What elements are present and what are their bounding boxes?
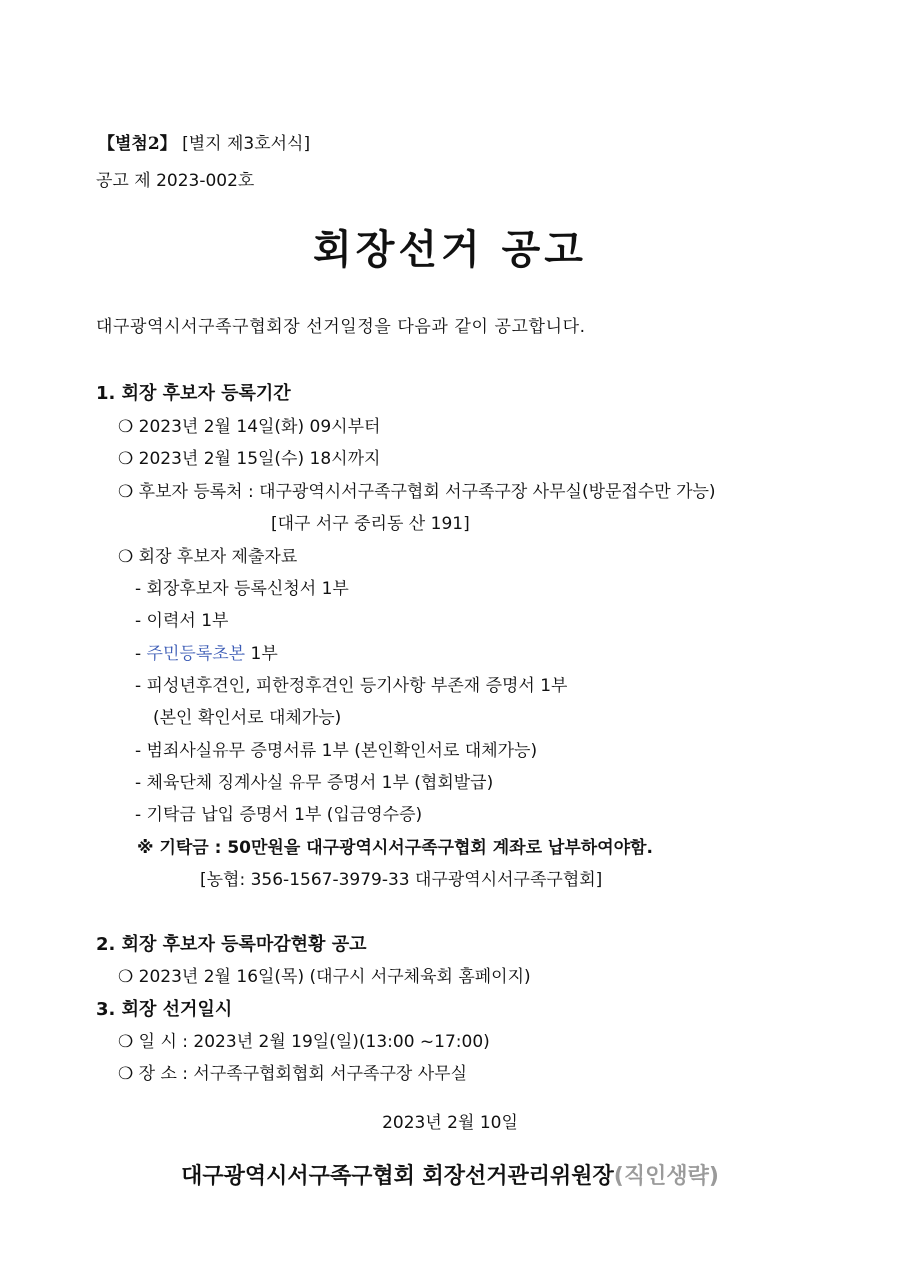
registration-start: ❍ 2023년 2월 14일(화) 09시부터 bbox=[118, 417, 381, 437]
attachment-label: 【별첨2】 bbox=[98, 134, 177, 154]
doc-item-resident-abstract bbox=[135, 643, 278, 665]
resident-abstract-link[interactable]: 주민등록초본 bbox=[146, 644, 246, 664]
doc-item-guardianship-note: (본인 확인서로 대체가능) bbox=[153, 708, 342, 728]
committee-chair: 대구광역시서구족구협회 회장선거관리위원장 bbox=[181, 1164, 614, 1189]
deposit-note: ※ 기탁금 : 50만원을 대구광역시서구족구협회 계좌로 납부하여야함. bbox=[137, 838, 653, 858]
section2-heading: 2. 회장 후보자 등록마감현황 공고 bbox=[96, 934, 367, 955]
page-title: 회장선거 공고 bbox=[313, 227, 587, 273]
attachment-line bbox=[98, 133, 310, 155]
doc-item-deposit-proof: - 기탁금 납입 증명서 1부 (입금영수증) bbox=[135, 805, 423, 825]
doc-item-resume: - 이력서 1부 bbox=[135, 611, 229, 631]
form-label: [별지 제3호서식] bbox=[176, 134, 311, 154]
doc-item-prefix: - bbox=[135, 644, 147, 664]
closing-notice: ❍ 2023년 2월 16일(목) (대구시 서구체육회 홈페이지) bbox=[118, 967, 531, 987]
signature-line bbox=[0, 1163, 900, 1191]
registration-address: [대구 서구 중리동 산 191] bbox=[271, 514, 470, 534]
election-datetime: ❍ 일 시 : 2023년 2월 19일(일)(13:00 ~17:00) bbox=[118, 1032, 490, 1052]
section3-heading: 3. 회장 선거일시 bbox=[96, 999, 233, 1020]
doc-item-guardianship: - 피성년후견인, 피한정후견인 등기사항 부존재 증명서 1부 bbox=[135, 676, 568, 696]
intro-text: 대구광역시서구족구협회장 선거일정을 다음과 같이 공고합니다. bbox=[96, 317, 586, 337]
section1-heading: 1. 회장 후보자 등록기간 bbox=[96, 383, 291, 404]
doc-item-suffix: 1부 bbox=[245, 644, 278, 664]
documents-heading: ❍ 회장 후보자 제출자료 bbox=[118, 547, 298, 567]
registration-place: ❍ 후보자 등록처 : 대구광역시서구족구협회 서구족구장 사무실(방문접수만 가능) bbox=[118, 482, 716, 502]
announcement-date: 2023년 2월 10일 bbox=[382, 1113, 518, 1133]
doc-item-criminal-record: - 범죄사실유무 증명서류 1부 (본인확인서로 대체가능) bbox=[135, 741, 538, 761]
seal-omitted: (직인생략) bbox=[613, 1164, 719, 1189]
election-place: ❍ 장 소 : 서구족구협회협회 서구족구장 사무실 bbox=[118, 1064, 467, 1084]
doc-item-application: - 회장후보자 등록신청서 1부 bbox=[135, 579, 349, 599]
doc-item-discipline: - 체육단체 징계사실 유무 증명서 1부 (협회발급) bbox=[135, 773, 494, 793]
bank-account: [농협: 356-1567-3979-33 대구광역시서구족구협회] bbox=[200, 870, 603, 890]
registration-end: ❍ 2023년 2월 15일(수) 18시까지 bbox=[118, 449, 381, 469]
notice-number: 공고 제 2023-002호 bbox=[96, 171, 255, 191]
